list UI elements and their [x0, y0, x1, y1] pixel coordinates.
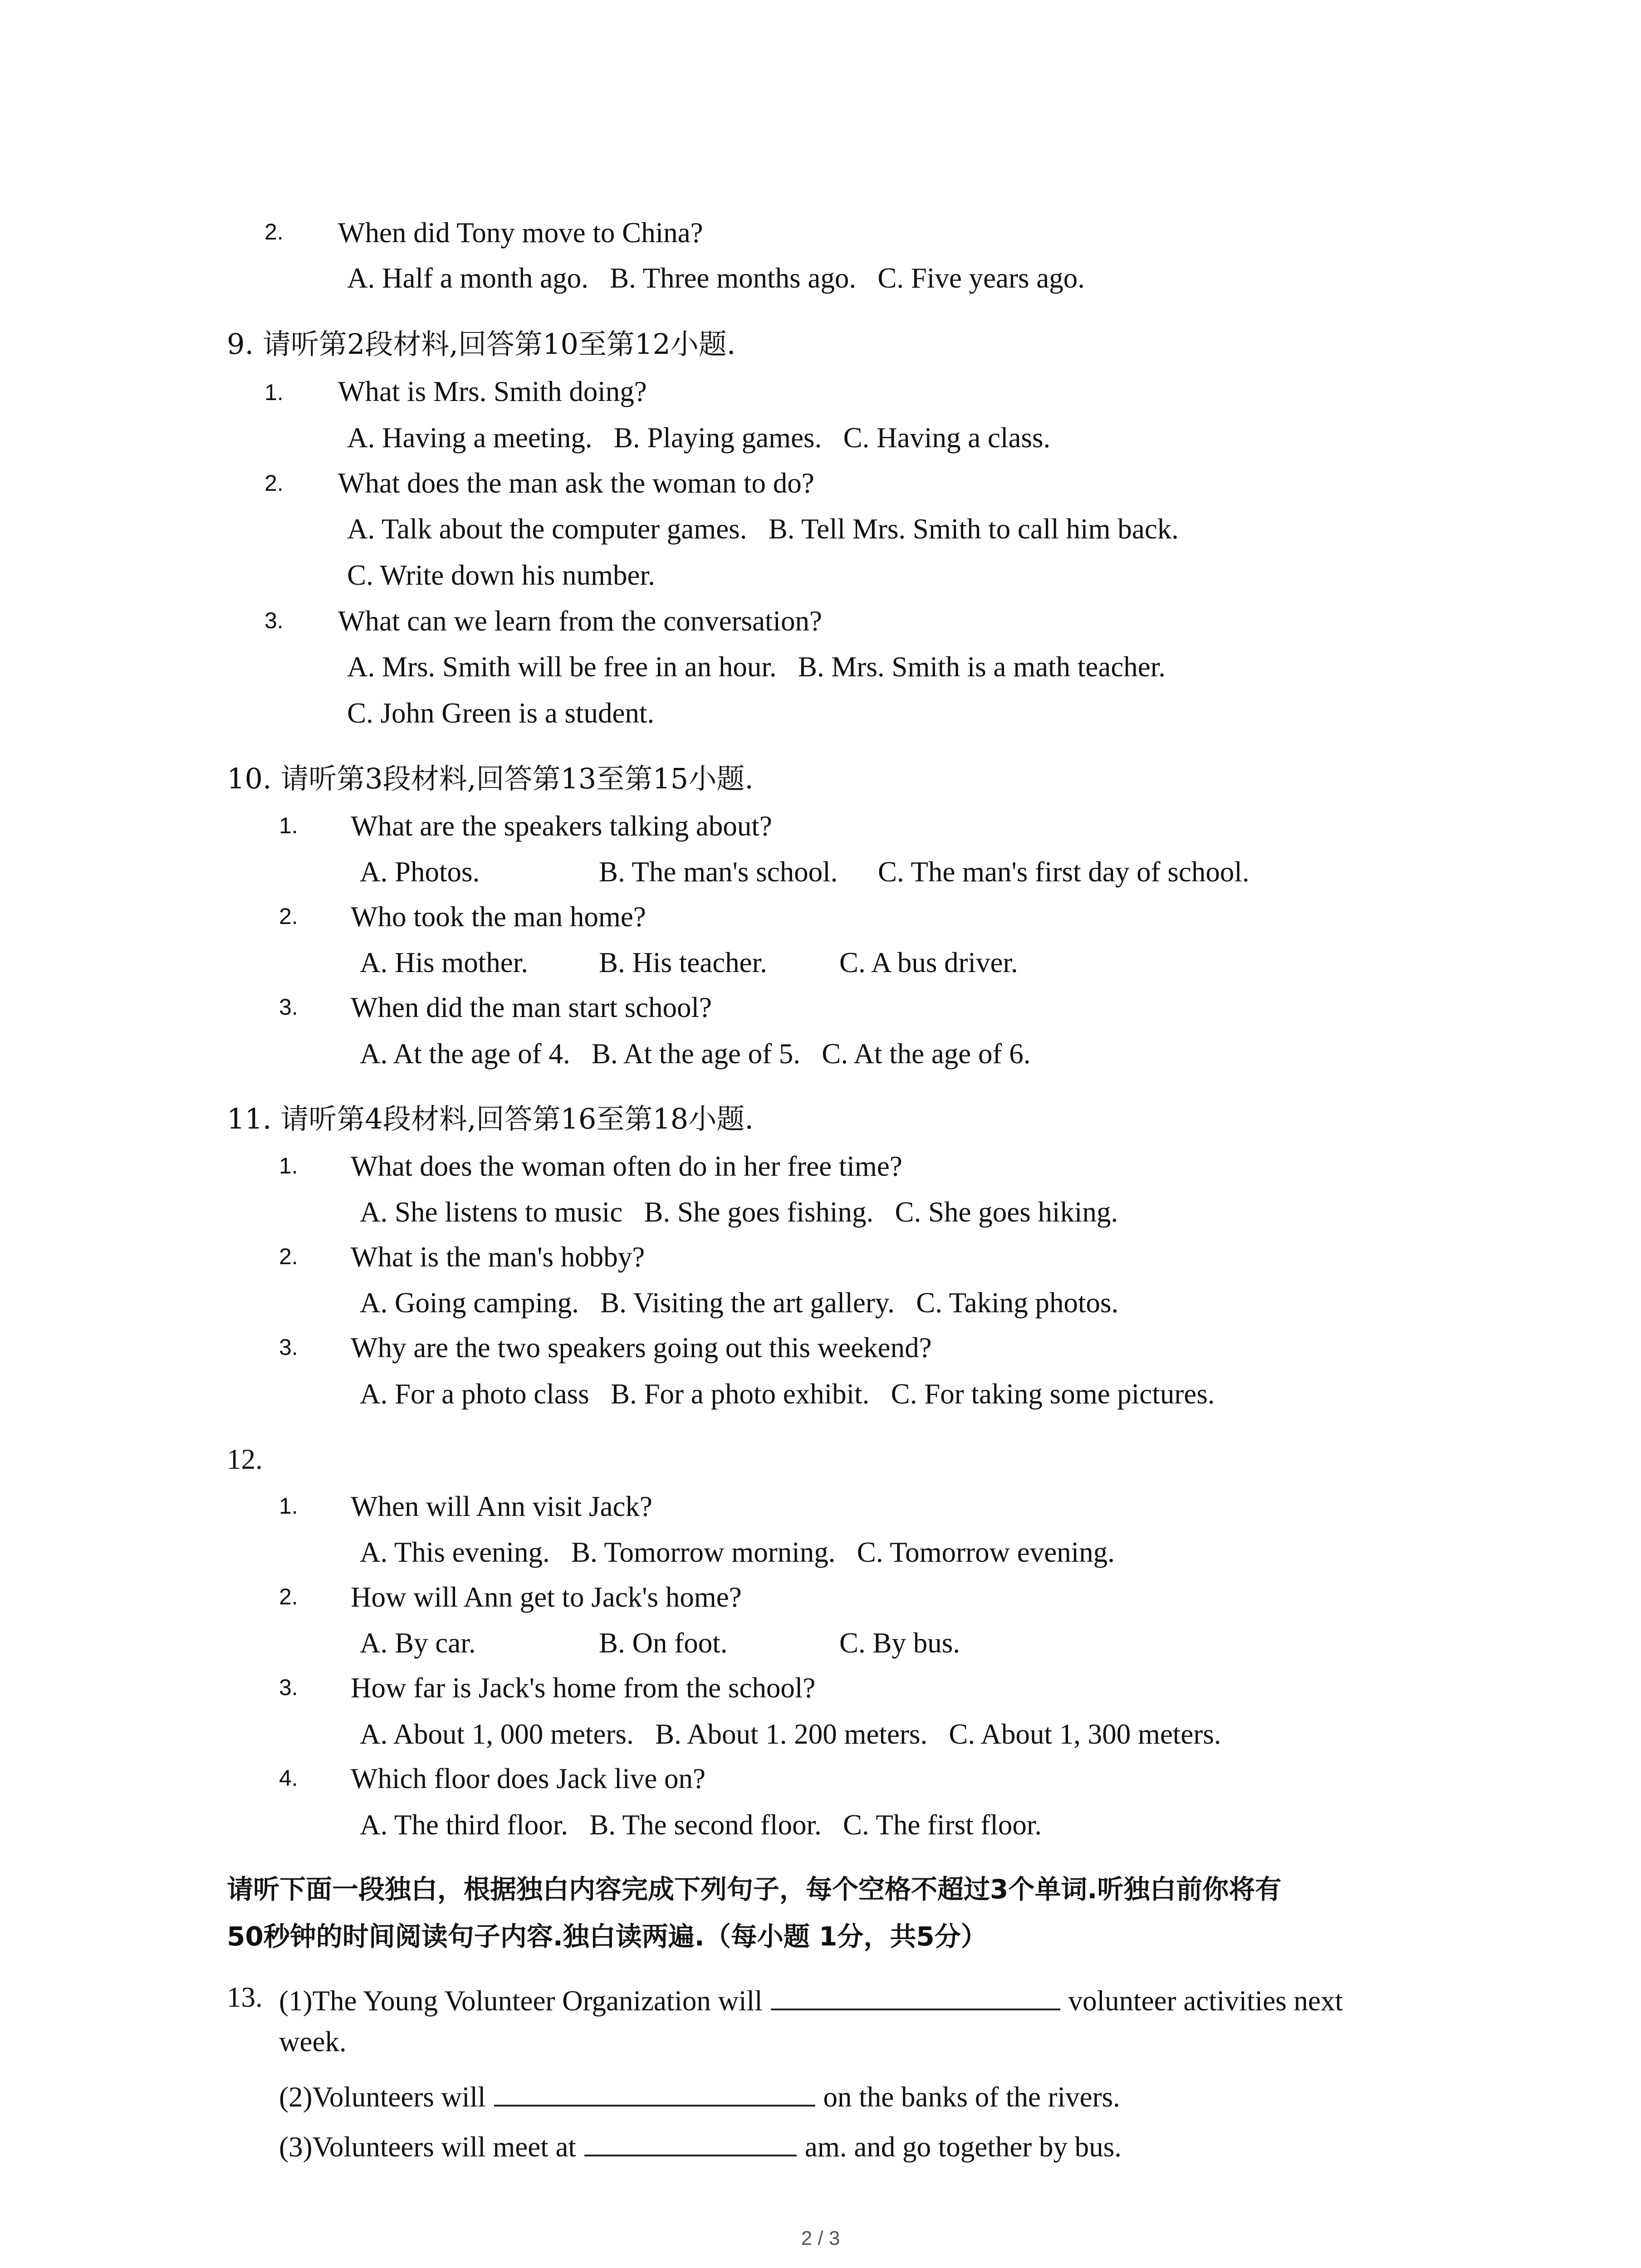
sentence-text: (3)Volunteers will meet at	[279, 2131, 576, 2163]
question-number: 3.	[279, 1675, 298, 1700]
answer-options: A. At the age of 4. B. At the age of 5. C. At the age of 6.	[360, 1038, 1031, 1070]
answer-options: A. Having a meeting. B. Playing games. C. Having a class.	[347, 422, 1051, 454]
question-text: How will Ann get to Jack's home?	[351, 1581, 742, 1613]
question-number: 1.	[279, 1153, 298, 1178]
fill-in-line-2	[279, 2079, 1120, 2112]
question-text: What is Mrs. Smith doing?	[338, 376, 647, 407]
fill-in-line-1	[279, 1983, 1343, 2015]
question-text: What is the man's hobby?	[351, 1241, 645, 1273]
question-text: What does the man ask the woman to do?	[338, 467, 814, 499]
question-text: Why are the two speakers going out this weekend?	[351, 1332, 932, 1364]
section-title-9: 9. 请听第2段材料,回答第10至第12小题.	[227, 327, 736, 361]
answer-options: A. For a photo class B. For a photo exhibit. C. For taking some pictures.	[360, 1378, 1215, 1410]
question-text: What are the speakers talking about?	[351, 810, 772, 842]
answer-options: C. John Green is a student.	[347, 697, 655, 729]
question-number: 2.	[265, 219, 284, 244]
question-text: Which floor does Jack live on?	[351, 1763, 705, 1794]
question-number: 1.	[279, 1493, 298, 1519]
instruction-line-2: 50秒钟的时间阅读句子内容.独白读两遍.（每小题 1分，共5分）	[227, 1921, 987, 1952]
question-text: How far is Jack's home from the school?	[351, 1672, 816, 1704]
question-number: 3.	[279, 994, 298, 1020]
answer-option-c: C. The man's first day of school.	[878, 856, 1249, 888]
sentence-text: volunteer activities next	[1068, 1985, 1343, 2017]
question-text: When did the man start school?	[351, 992, 712, 1023]
answer-options: A. The third floor. B. The second floor. C. The first floor.	[360, 1809, 1042, 1841]
answer-options: A. About 1, 000 meters. B. About 1. 200 meters. C. About 1, 300 meters.	[360, 1718, 1221, 1750]
answer-options: C. Write down his number.	[347, 559, 655, 591]
answer-options: A. This evening. B. Tomorrow morning. C. Tomorrow evening.	[360, 1536, 1115, 1568]
answer-blank[interactable]	[771, 1983, 1060, 2010]
question-number: 2.	[279, 904, 298, 929]
question-text: What can we learn from the conversation?	[338, 605, 823, 637]
sentence-text: (1)The Young Volunteer Organization will	[279, 1985, 763, 2017]
question-text: Who took the man home?	[351, 901, 646, 933]
answer-options: A. Talk about the computer games. B. Tell Mrs. Smith to call him back.	[347, 513, 1179, 545]
section-title-12: 12.	[227, 1443, 263, 1475]
sentence-text: on the banks of the rivers.	[823, 2081, 1120, 2113]
question-number: 13.	[227, 1981, 263, 2013]
question-number: 3.	[279, 1334, 298, 1360]
fill-in-line-3	[279, 2129, 1122, 2161]
question-number: 2.	[265, 470, 284, 496]
answer-blank[interactable]	[584, 2129, 797, 2156]
answer-option-c: C. A bus driver.	[839, 947, 1018, 978]
sentence-text: am. and go together by bus.	[804, 2131, 1122, 2163]
question-number: 1.	[265, 380, 284, 405]
answer-options: A. Half a month ago. B. Three months ago. C. Five years ago.	[347, 262, 1085, 294]
answer-option-c: C. By bus.	[839, 1627, 960, 1659]
question-number: 2.	[279, 1584, 298, 1609]
question-number: 2.	[279, 1244, 298, 1269]
answer-option-a: A. His mother.	[360, 947, 528, 978]
answer-option-b: B. On foot.	[599, 1627, 728, 1659]
answer-options: A. Going camping. B. Visiting the art gallery. C. Taking photos.	[360, 1287, 1119, 1319]
answer-options: A. She listens to music B. She goes fishing. C. She goes hiking.	[360, 1196, 1118, 1228]
answer-option-a: A. Photos.	[360, 856, 480, 888]
section-title-11: 11. 请听第4段材料,回答第16至第18小题.	[227, 1102, 754, 1135]
sentence-text: (2)Volunteers will	[279, 2081, 486, 2113]
question-text: When will Ann visit Jack?	[351, 1491, 652, 1522]
answer-option-b: B. His teacher.	[599, 947, 767, 978]
answer-option-a: A. By car.	[360, 1627, 476, 1659]
question-number: 3.	[265, 608, 284, 633]
sentence-continuation: week.	[279, 2026, 347, 2058]
answer-blank[interactable]	[494, 2079, 815, 2107]
question-number: 4.	[279, 1765, 298, 1791]
section-title-10: 10. 请听第3段材料,回答第13至第15小题.	[227, 762, 754, 795]
answer-option-b: B. The man's school.	[599, 856, 838, 888]
question-number: 1.	[279, 813, 298, 838]
page-number: 2 / 3	[801, 2227, 840, 2249]
question-text: When did Tony move to China?	[338, 217, 703, 249]
instruction-line-1: 请听下面一段独白，根据独白内容完成下列句子，每个空格不超过3个单词.听独白前你将有	[227, 1874, 1282, 1905]
answer-options: A. Mrs. Smith will be free in an hour. B. Mrs. Smith is a math teacher.	[347, 651, 1166, 683]
question-text: What does the woman often do in her free time?	[351, 1150, 902, 1182]
